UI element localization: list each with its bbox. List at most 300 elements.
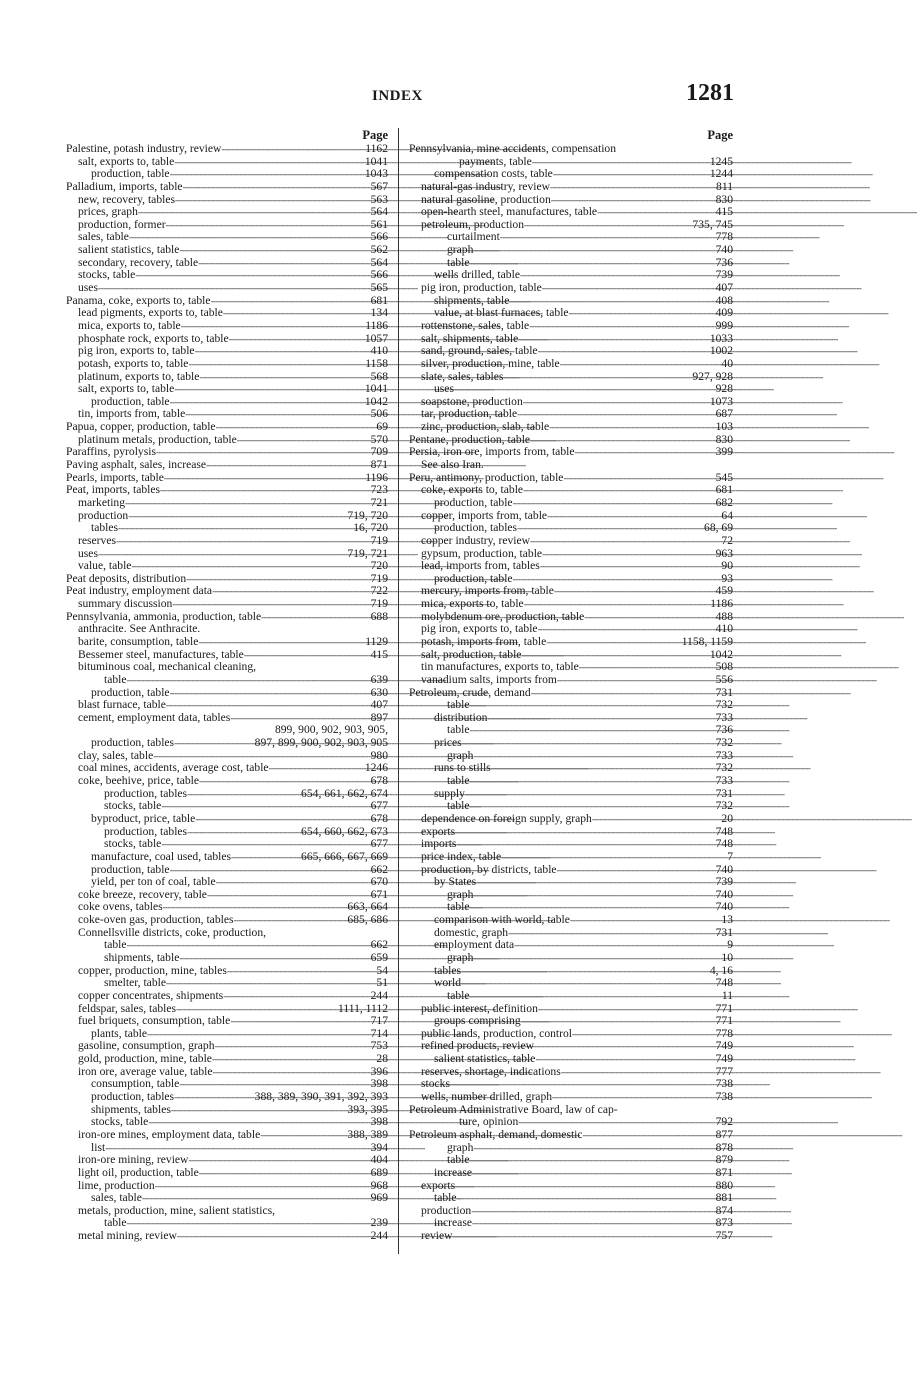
- index-entry: [409, 1180, 733, 1193]
- leader-dots: [98, 548, 345, 561]
- index-entry-term: prices, graph: [78, 205, 138, 219]
- index-entry-page: 681: [370, 293, 388, 307]
- index-entry-page: 732: [715, 736, 733, 750]
- index-entry-term: summary discussion: [78, 597, 173, 611]
- leader-dots: [181, 320, 364, 333]
- index-entry-page: 9: [727, 938, 733, 952]
- index-entry-page: 678: [370, 774, 388, 788]
- entry-list: [409, 143, 733, 1243]
- index-entry-term: lead, imports from, tables: [421, 559, 540, 573]
- index-entry-term: table: [447, 774, 470, 788]
- index-entry-term: molybdenum ore, production, table: [421, 609, 585, 623]
- leader-dots: [207, 889, 369, 902]
- index-entry-term: stocks, table: [104, 837, 162, 851]
- index-entry-page: 873: [715, 1216, 733, 1230]
- index-entry: [409, 244, 733, 257]
- index-entry-term: pig iron, exports to, table: [78, 344, 195, 358]
- index-entry-page: 54: [376, 963, 388, 977]
- index-entry-term: copper, imports from, table: [421, 508, 548, 522]
- index-entry-term: coke, exports to, table: [421, 483, 524, 497]
- index-entry-term: light oil, production, table: [78, 1165, 199, 1179]
- index-entry-page: 1158, 1159: [681, 634, 733, 648]
- leader-dots: [455, 826, 713, 839]
- index-entry-page: 488: [715, 609, 733, 623]
- index-entry-page: 564: [370, 255, 388, 269]
- index-entry-term: anthracite. See Anthracite.: [78, 622, 201, 636]
- index-entry-term: uses: [434, 382, 454, 396]
- index-entry: [409, 1104, 733, 1117]
- index-entry-term: copper industry, review: [421, 533, 531, 547]
- index-entry-term: table: [447, 900, 470, 914]
- index-entry: [409, 206, 733, 219]
- index-column-right: [409, 128, 733, 1243]
- index-entry-page: 1129: [365, 634, 388, 648]
- index-entry-page: 1162: [365, 142, 388, 155]
- index-entry-page: 654, 660, 662, 673: [301, 824, 388, 838]
- index-entry-term: Palladium, imports, table: [66, 179, 183, 193]
- index-entry: [66, 1167, 388, 1180]
- index-entry: [66, 661, 388, 674]
- index-entry-term: tin, imports from, table: [78, 407, 186, 421]
- leader-dots: [166, 219, 369, 232]
- leader-dots: [174, 383, 363, 396]
- index-entry-term: coke, beehive, price, table: [78, 774, 200, 788]
- leader-dots: [532, 156, 708, 169]
- leader-dots: [456, 838, 713, 851]
- leader-dots: [195, 345, 369, 358]
- leader-dots: [172, 598, 368, 611]
- index-entry-page: 1033: [709, 331, 733, 345]
- index-entry-term: domestic, graph: [434, 925, 509, 939]
- index-entry-page: 72: [721, 533, 733, 547]
- index-entry-page: 874: [715, 1203, 733, 1217]
- leader-dots: [542, 548, 714, 561]
- index-entry-page: 399: [715, 445, 733, 459]
- index-entry-page: 732: [715, 799, 733, 813]
- index-entry-term: gasoline, consumption, graph: [78, 1039, 215, 1053]
- index-entry-page: 13: [721, 913, 733, 927]
- index-entry-page: 878: [715, 1140, 733, 1154]
- index-entry-page: 239: [370, 1216, 388, 1230]
- index-entry-term: rottenstone, sales, table: [421, 318, 530, 332]
- leader-dots: [211, 295, 369, 308]
- index-entry-term: soapstone, production: [421, 394, 523, 408]
- index-entry-term: public interest, definition: [421, 1001, 538, 1015]
- leader-dots: [230, 1015, 368, 1028]
- leader-dots: [473, 889, 713, 902]
- index-entry-term: compensation costs, table: [434, 167, 553, 181]
- index-entry-term: tar, production, table: [421, 407, 518, 421]
- leader-dots: [514, 939, 725, 952]
- leader-dots: [223, 307, 369, 320]
- index-entry-term: copper, production, mine, tables: [78, 963, 227, 977]
- index-entry-page: 969: [370, 1191, 388, 1205]
- leader-dots: [188, 358, 363, 371]
- index-entry: [409, 737, 733, 750]
- index-entry-term: Papua, copper, production, table: [66, 420, 216, 434]
- leader-dots: [198, 636, 363, 649]
- index-entry-page: 897, 899, 900, 902, 903, 905: [254, 736, 388, 750]
- index-entry: [66, 990, 388, 1003]
- index-entry-page: 1244: [709, 167, 733, 181]
- index-entry-page: 748: [715, 837, 733, 851]
- index-entry-page: 409: [715, 306, 733, 320]
- index-entry: [66, 345, 388, 358]
- leader-dots: [160, 484, 369, 497]
- index-entry-page: 561: [370, 217, 388, 231]
- index-entry-page: 719: [370, 533, 388, 547]
- leader-dots: [455, 1180, 713, 1193]
- index-entry-page: 654, 661, 662, 674: [301, 786, 388, 800]
- index-entry-page: 999: [715, 318, 733, 332]
- leader-dots: [138, 206, 369, 219]
- leader-dots: [540, 560, 720, 573]
- index-entry-page: 689: [370, 1165, 388, 1179]
- index-entry-term: mica, exports to, table: [421, 597, 524, 611]
- index-entry-term: Panama, coke, exports to, table: [66, 293, 211, 307]
- index-entry-term: shipments, table: [104, 951, 180, 964]
- index-entry-page: 732: [715, 761, 733, 775]
- leader-dots: [523, 484, 714, 497]
- index-entry-page: 871: [715, 1165, 733, 1179]
- index-entry-term: graph: [447, 951, 474, 964]
- index-entry-term: tin manufactures, exports to, table: [421, 660, 579, 674]
- index-entry: [409, 421, 733, 434]
- index-entry-page: 721: [370, 495, 388, 509]
- leader-dots: [216, 421, 375, 434]
- leader-dots: [216, 876, 369, 889]
- leader-dots: [470, 1154, 714, 1167]
- index-entry-page: 408: [715, 293, 733, 307]
- index-entry-term: table: [447, 799, 470, 813]
- leader-dots: [177, 1230, 369, 1243]
- index-entry-term: distribution: [434, 710, 488, 724]
- index-entry-term: payments, table: [459, 154, 532, 168]
- index-entry-term: value, at blast furnaces, table: [434, 306, 569, 320]
- index-entry-term: runs to stills: [434, 761, 491, 775]
- index-entry-term: blast furnace, table: [78, 698, 166, 712]
- leader-dots: [524, 598, 709, 611]
- index-entry-term: vanadium salts, imports from: [421, 672, 557, 686]
- index-entry-page: 244: [370, 1229, 388, 1243]
- leader-dots: [597, 206, 714, 219]
- index-entry: [66, 269, 388, 282]
- index-entry-term: production, tables: [91, 736, 175, 750]
- leader-dots: [164, 472, 363, 485]
- index-entry: [409, 674, 733, 687]
- index-entry-page: 662: [370, 862, 388, 876]
- index-entry: [66, 775, 388, 788]
- leader-dots: [127, 674, 369, 687]
- index-entry: [66, 560, 388, 573]
- index-entry: [409, 143, 733, 156]
- leader-dots: [553, 168, 708, 181]
- index-entry: [66, 1192, 388, 1205]
- index-entry-term: reserves: [78, 533, 116, 547]
- index-entry-term: sales, table: [78, 230, 129, 244]
- index-entry-term: review: [421, 1229, 453, 1243]
- index-entry: [409, 181, 733, 194]
- leader-dots: [166, 699, 369, 712]
- index-entry-term: petroleum, production: [421, 217, 525, 231]
- leader-dots: [231, 851, 299, 864]
- index-entry: [66, 1230, 388, 1243]
- index-entry-term: salt, exports to, table: [78, 154, 175, 168]
- leader-dots: [584, 611, 713, 624]
- index-entry: [66, 535, 388, 548]
- index-entry-term: production, tables: [104, 824, 188, 838]
- index-entry-term: Paving asphalt, sales, increase: [66, 458, 207, 472]
- leader-dots: [116, 535, 369, 548]
- index-column-left: [66, 128, 388, 1243]
- leader-dots: [198, 257, 368, 270]
- leader-dots: [473, 1142, 713, 1155]
- index-entry-page: 1042: [709, 647, 733, 661]
- index-entry: [66, 282, 388, 295]
- leader-dots: [557, 674, 714, 687]
- leader-dots: [453, 1230, 714, 1243]
- index-entry: [66, 876, 388, 889]
- index-entry: [66, 206, 388, 219]
- index-entry: [66, 181, 388, 194]
- index-entry: [409, 383, 733, 396]
- index-entry-page: 792: [715, 1115, 733, 1129]
- index-entry-page: 731: [715, 685, 733, 699]
- index-entry-term: pig iron, production, table: [421, 281, 542, 295]
- index-entry-term: platinum metals, production, table: [78, 432, 237, 446]
- leader-dots: [535, 1053, 713, 1066]
- index-entry-term: table: [447, 1153, 470, 1167]
- index-entry-page: 877: [715, 1127, 733, 1141]
- index-entry: [66, 737, 388, 750]
- leader-dots: [454, 383, 714, 396]
- index-entry-page: 388, 389: [347, 1127, 388, 1141]
- index-entry-term: production, former: [78, 217, 166, 231]
- index-entry-term: Petroleum Administrative Board, law of cap-: [409, 1102, 618, 1116]
- index-entry-term: salient statistics, table: [78, 243, 180, 257]
- page-title: INDEX: [372, 88, 423, 104]
- index-entry-page: 748: [715, 824, 733, 838]
- index-entry-term: manufacture, coal used, tables: [91, 849, 232, 863]
- index-entry-page: 4, 16: [709, 963, 733, 977]
- index-entry-term: production: [421, 1203, 472, 1217]
- leader-dots: [503, 371, 690, 384]
- index-entry-term: production, table: [91, 685, 170, 699]
- index-entry-page: 687: [715, 407, 733, 421]
- index-entry-page: 665, 666, 667, 669: [301, 849, 388, 863]
- leader-dots: [223, 990, 368, 1003]
- index-entry-page: 398: [370, 1115, 388, 1129]
- leader-dots: [501, 851, 725, 864]
- index-entry-page: 134: [370, 306, 388, 320]
- index-entry-page: 735, 745: [692, 217, 733, 231]
- leader-dots: [462, 737, 714, 750]
- leader-dots: [470, 724, 714, 737]
- leader-dots: [557, 864, 714, 877]
- index-entry-term: curtailment: [447, 230, 500, 244]
- index-entry-term: salient statistics, table: [434, 1052, 536, 1066]
- index-entry-term: Paraffins, pyrolysis: [66, 445, 156, 459]
- index-entry-page: 662: [370, 938, 388, 952]
- index-entry-term: reserves, shortage, indications: [421, 1064, 561, 1078]
- leader-dots: [473, 244, 713, 257]
- index-entry-page: 659: [370, 951, 388, 964]
- leader-dots: [470, 990, 720, 1003]
- index-entry-term: Pennsylvania, mine accidents, compensation: [409, 142, 617, 155]
- index-entry-term: graph: [447, 1140, 474, 1154]
- index-entry-term: production, table: [91, 167, 170, 181]
- index-entry-page: 928: [715, 382, 733, 396]
- index-entry-page: 740: [715, 243, 733, 257]
- leader-dots: [491, 762, 714, 775]
- index-entry-page: 565: [370, 281, 388, 295]
- index-entry-term: natural-gas industry, review: [421, 179, 550, 193]
- leader-dots: [529, 320, 713, 333]
- leader-dots: [213, 1066, 369, 1079]
- leader-dots: [572, 1028, 714, 1041]
- index-entry-term: Pennsylvania, ammonia, production, table: [66, 609, 262, 623]
- index-entry: [409, 1167, 733, 1180]
- index-entry-term: mica, exports to, table: [78, 318, 181, 332]
- leader-dots: [171, 1104, 346, 1117]
- leader-dots: [199, 775, 369, 788]
- index-entry-term: graph: [447, 887, 474, 901]
- index-entry-term: metals, production, mine, salient statistics,: [78, 1203, 276, 1217]
- leader-dots: [125, 497, 369, 510]
- leader-dots: [461, 977, 714, 990]
- index-entry: [409, 522, 733, 535]
- index-entry-term: Peru, antimony, production, table: [409, 470, 564, 484]
- index-entry: [409, 371, 733, 384]
- index-entry-term: gypsum, production, table: [421, 546, 543, 560]
- leader-dots: [547, 510, 719, 523]
- leader-dots: [563, 472, 713, 485]
- index-entry-page: 688: [370, 609, 388, 623]
- index-entry-term: stocks, table: [104, 799, 162, 813]
- leader-dots: [195, 813, 368, 826]
- index-entry-page: 1057: [364, 331, 388, 345]
- leader-dots: [518, 333, 708, 346]
- index-entry: [409, 826, 733, 839]
- index-entry-page: 566: [370, 268, 388, 282]
- index-entry-page: 927, 928: [692, 369, 733, 383]
- index-entry: [66, 143, 388, 156]
- index-entry: [66, 598, 388, 611]
- index-entry-term: price index, table: [421, 849, 502, 863]
- leader-dots: [575, 446, 714, 459]
- index-entry-term: production, tables: [434, 521, 518, 535]
- index-entry: [409, 1230, 733, 1243]
- leader-dots: [174, 737, 253, 750]
- index-entry: [409, 282, 733, 295]
- index-entry-page: 709: [370, 445, 388, 459]
- index-entry-page: 410: [370, 344, 388, 358]
- leader-dots: [187, 788, 299, 801]
- leader-dots: [269, 762, 363, 775]
- index-entry-term: prices: [434, 736, 462, 750]
- index-entry-term: copper concentrates, shipments: [78, 988, 224, 1002]
- index-entry: [409, 320, 733, 333]
- leader-dots: [461, 965, 708, 978]
- index-entry-term: production, table: [91, 394, 170, 408]
- index-entry-term: increase: [434, 1165, 472, 1179]
- index-entry: [66, 320, 388, 333]
- index-entry-term: table: [104, 1216, 127, 1230]
- index-entry-term: table: [447, 723, 470, 737]
- index-entry-term: iron-ore mines, employment data, table: [78, 1127, 261, 1141]
- index-entry-page: 897: [370, 710, 388, 724]
- index-entry-page: 244: [370, 988, 388, 1002]
- index-entry-term: production, table: [434, 495, 513, 509]
- index-entry-term: production: [78, 508, 129, 522]
- index-entry: [66, 421, 388, 434]
- index-entry-page: 7: [727, 849, 733, 863]
- index-entry-page: 545: [715, 470, 733, 484]
- index-entry: [409, 1192, 733, 1205]
- index-entry: [409, 459, 733, 472]
- leader-dots: [128, 510, 345, 523]
- index-entry-term: iron-ore mining, review: [78, 1153, 189, 1167]
- index-entry-page: 732: [715, 698, 733, 712]
- index-entry-page: 677: [370, 799, 388, 813]
- index-entry-page: 51: [376, 976, 388, 990]
- index-entry: [66, 497, 388, 510]
- index-entry-page: 871: [370, 458, 388, 472]
- index-entry-term: dependence on foreign supply, graph: [421, 811, 592, 825]
- leader-dots: [183, 181, 369, 194]
- index-entry-page: 811: [716, 179, 733, 193]
- leader-dots: [188, 1154, 368, 1167]
- index-entry-page: 556: [715, 672, 733, 686]
- index-entry-term: lead pigments, exports to, table: [78, 306, 223, 320]
- index-entry: [409, 952, 733, 965]
- index-entry-page: 719: [370, 597, 388, 611]
- index-entry-term: supply: [434, 786, 465, 800]
- index-entry-term: table: [104, 938, 127, 952]
- leader-dots: [221, 143, 363, 156]
- index-entry-page: 1111, 1112: [337, 1001, 388, 1015]
- leader-dots: [592, 813, 720, 826]
- index-entry-page: 722: [370, 584, 388, 598]
- leader-dots: [524, 219, 690, 232]
- leader-dots: [161, 838, 368, 851]
- index-entry-term: uses: [78, 546, 98, 560]
- index-entry-page: 881: [715, 1191, 733, 1205]
- index-entry-page: 719: [370, 571, 388, 585]
- index-entry-page: 738: [715, 1090, 733, 1104]
- index-entry-term: wells, number drilled, graph: [421, 1090, 553, 1104]
- index-entry-page: 407: [715, 281, 733, 295]
- index-entry-page: 719, 720: [347, 508, 388, 522]
- index-entry-page: 1186: [365, 318, 388, 332]
- index-entry-term: wells drilled, table: [434, 268, 520, 282]
- leader-dots: [244, 649, 369, 662]
- index-entry-page: 396: [370, 1064, 388, 1078]
- index-entry-term: Peat, imports, tables: [66, 483, 161, 497]
- index-entry-term: comparison with world, table: [434, 913, 570, 927]
- leader-dots: [174, 156, 363, 169]
- index-entry: [409, 813, 733, 826]
- leader-dots: [170, 168, 363, 181]
- leader-dots: [98, 282, 369, 295]
- leader-dots: [175, 194, 369, 207]
- index-entry: [66, 244, 388, 257]
- index-entry: [409, 358, 733, 371]
- index-entry-page: 980: [370, 748, 388, 762]
- index-entry: [66, 459, 388, 472]
- index-entry: [66, 851, 388, 864]
- leader-dots: [583, 1129, 714, 1142]
